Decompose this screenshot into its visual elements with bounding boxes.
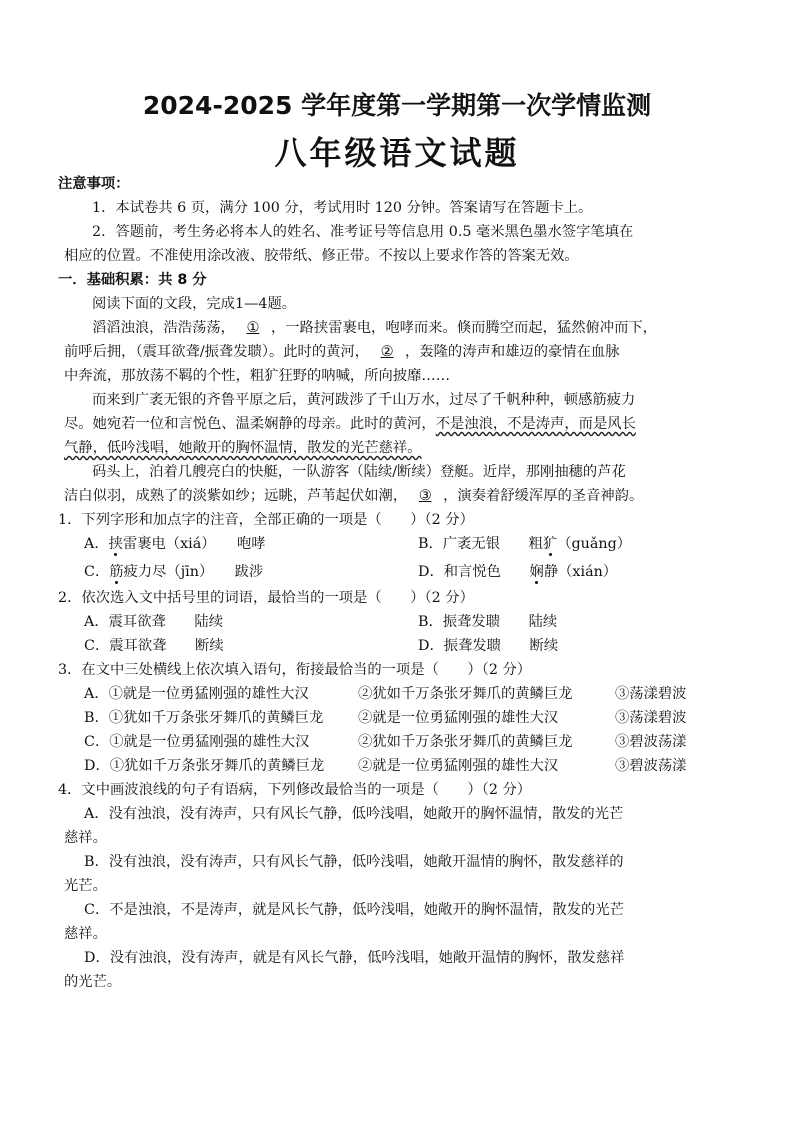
passage-p1-line2: 前呼后拥，（震耳欲聋/振聋发聩）。此时的黄河， ② ，轰隆的涛声和雄迈的豪情在血脉 [64,340,734,364]
q2-option-c: C．震耳欲聋 断续 [84,638,224,654]
q2-options-row1 [64,610,734,634]
blank-2: ② [380,344,394,360]
q4-option-c-line2: 慈祥。 [64,926,107,942]
passage-p1-line1: 滔滔浊浪，浩浩荡荡， ① ，一路挟雷裹电，咆哮而来。倏而腾空而起，猛然俯冲而下， [64,316,734,340]
q2-options-row2 [64,634,734,658]
q3-option-d: D．①犹如千万条张牙舞爪的黄鳞巨龙 ②就是一位勇猛刚强的雄性大汉 ③碧波荡漾 [84,758,687,774]
notice-heading: 注意事项： [58,176,130,192]
q1-option-c: C．筋疲力尽（jīn） 跋涉 [84,564,264,580]
section1-intro: 阅读下面的文段，完成1—4题。 [92,296,297,312]
q1-stem: 1．下列字形和加点字的注音，全部正确的一项是（ ）（2 分） [58,512,474,528]
q4-option-a-line2: 慈祥。 [64,830,107,846]
q2-option-a: A．震耳欲聋 陆续 [84,614,223,630]
q4-stem: 4．文中画波浪线的句子有语病，下列修改最恰当的一项是（ ）（2 分） [58,782,532,798]
q1-options-row2 [64,560,734,584]
q1-option-a: A．挟雷裹电（xiá） 咆哮 [84,536,266,552]
section1-heading: 一．基础积累：共 8 分 [58,272,207,288]
q1-options-row1 [64,532,734,556]
q3-option-b: B．①犹如千万条张牙舞爪的黄鳞巨龙 ②就是一位勇猛刚强的雄性大汉 ③荡漾碧波 [84,710,687,726]
q4-option-d-line1: D．没有浊浪，没有涛声，就是有风长气静，低吟浅唱，她敞开温情的胸怀，散发慈祥 [84,950,625,966]
passage-p2-line3 [64,436,734,460]
exam-title: 2024-2025 学年度第一学期第一次学情监测 [142,91,652,120]
notice-item-1: 1．本试卷共 6 页，满分 100 分，考试用时 120 分钟。答案请写在答题卡上。 [92,200,593,216]
wavy-sentence-part2: 气静，低吟浅唱，她敞开的胸怀温情，散发的光芒慈祥。 [64,440,422,456]
q1-option-d: D．和言悦色 娴静（xián） [418,564,618,580]
passage-p2-line1: 而来到广袤无银的齐鲁平原之后，黄河跋涉了千山万水，过尽了千帆种种，顿感筋疲力 [92,392,636,408]
q3-stem: 3．在文中三处横线上依次填入语句，衔接最恰当的一项是（ ）（2 分） [58,662,532,678]
q4-option-b-line2: 光芒。 [64,878,107,894]
q4-option-a-line1: A．没有浊浪，没有涛声，只有风长气静，低吟浅唱，她敞开的胸怀温情，散发的光芒 [84,806,624,822]
q4-option-c-line1: C．不是浊浪，不是涛声，就是风长气静，低吟浅唱，她敞开的胸怀温情，散发的光芒 [84,902,624,918]
q3-option-c: C．①就是一位勇猛刚强的雄性大汉 ②犹如千万条张牙舞爪的黄鳞巨龙 ③碧波荡漾 [84,734,687,750]
exam-body [58,172,734,994]
blank-3: ③ [418,488,432,504]
notice-item-2: 2．答题前，考生务必将本人的姓名、准考证号等信息用 0.5 毫米黑色墨水签字笔填在 [92,224,634,240]
passage-p3-line2: 洁白似羽，成熟了的淡紫如纱；远眺，芦苇起伏如潮， ③ ，演奏着舒缓浑厚的圣音神韵。 [64,484,734,508]
notice-item-2-cont: 相应的位置。不准使用涂改液、胶带纸、修正带。不按以上要求作答的答案无效。 [64,248,579,264]
blank-1: ① [246,320,260,336]
q4-option-b-line1: B．没有浊浪，没有涛声，只有风长气静，低吟浅唱，她敞开温情的胸怀，散发慈祥的 [84,854,624,870]
q4-option-d-line2: 的光芒。 [64,974,122,990]
q2-stem: 2．依次选入文中括号里的词语，最恰当的一项是（ ）（2 分） [58,590,474,606]
q3-option-a: A．①就是一位勇猛刚强的雄性大汉 ②犹如千万条张牙舞爪的黄鳞巨龙 ③荡漾碧波 [84,686,687,702]
q1-option-b: B．广袤无银 粗犷（guǎng） [418,536,632,552]
q2-option-d: D．振聋发聩 断续 [418,638,559,654]
passage-p1-line3: 中奔流，那放荡不羁的个性，粗犷狂野的呐喊，所向披靡…… [64,368,451,384]
wavy-sentence-part1: 不是浊浪，不是涛声，而是风长 [435,416,636,432]
exam-subtitle: 八年级语文试题 [274,134,520,172]
q2-option-b: B．振聋发聩 陆续 [418,614,558,630]
passage-p3-line1: 码头上，泊着几艘亮白的快艇，一队游客（陆续/断续）登艇。近岸，那刚抽穗的芦花 [92,464,626,480]
passage-p2-line2: 尽。她宛若一位和言悦色、温柔娴静的母亲。此时的黄河，不是浊浪，不是涛声，而是风长 [64,416,636,432]
